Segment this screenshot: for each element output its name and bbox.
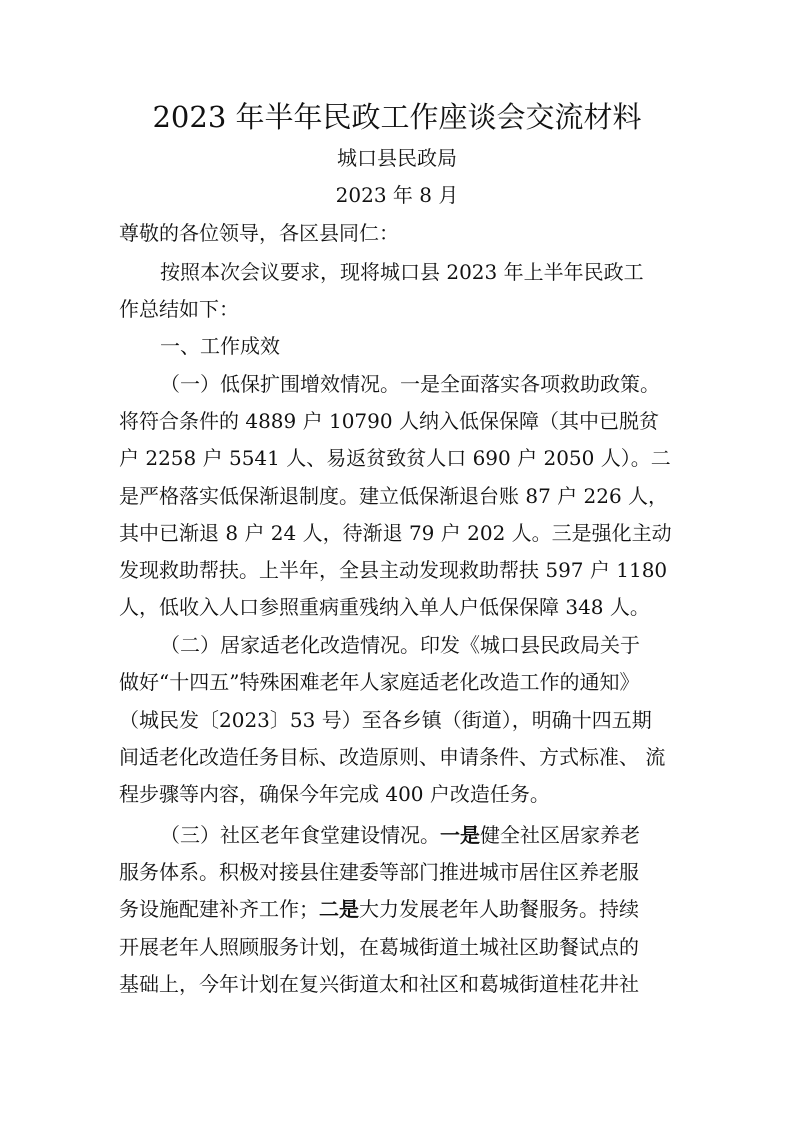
paragraph-line: 其中已渐退 8 户 24 人，待渐退 79 户 202 人。三是强化主动 [119,521,672,545]
emphasis-text: 一是 [440,823,480,847]
paragraph-line [119,894,639,924]
organization-name: 城口县民政局 [337,146,457,170]
paragraph-text: 大力发展老年人助餐服务。持续 [359,897,639,921]
paragraph-line: （城民发〔2023〕53 号）至各乡镇（街道），明确十四五期 [119,708,652,732]
paragraph-line: 服务体系。积极对接县住建委等部门推进城市居住区养老服 [119,860,639,884]
paragraph-line: 做好“十四五”特殊困难老年人家庭适老化改造工作的通知》 [119,670,640,694]
document-date: 2023 年 8 月 [335,183,459,207]
intro-line: 作总结如下： [119,297,239,321]
intro-line: 按照本次会议要求，现将城口县 2023 年上半年民政工 [160,260,644,284]
paragraph-text: （三）社区老年食堂建设情况。 [160,823,440,847]
paragraph-line: （一）低保扩围增效情况。一是全面落实各项救助政策。 [160,372,660,396]
emphasis-text: 二是 [319,897,359,921]
paragraph-line: （二）居家适老化改造情况。印发《城口县民政局关于 [160,633,640,657]
paragraph-line: 基础上，今年计划在复兴街道太和社区和葛城街道桂花井社 [119,972,639,996]
salutation: 尊敬的各位领导，各区县同仁： [119,221,399,245]
paragraph-line: 间适老化改造任务目标、改造原则、申请条件、方式标准、 流 [119,745,666,769]
paragraph-line [160,820,640,850]
paragraph-text: 健全社区居家养老 [480,823,640,847]
section-heading: 一、工作成效 [160,334,280,358]
paragraph-line: 是严格落实低保渐退制度。建立低保渐退台账 87 户 226 人， [119,484,669,508]
paragraph-line: 户 2258 户 5541 人、易返贫致贫人口 690 户 2050 人）。二 [119,446,671,470]
paragraph-line: 发现救助帮扶。上半年，全县主动发现救助帮扶 597 户 1180 [119,558,668,582]
paragraph-line: 开展老年人照顾服务计划，在葛城街道土城社区助餐试点的 [119,935,639,959]
document-title: 2023 年半年民政工作座谈会交流材料 [152,100,642,134]
paragraph-line: 将符合条件的 4889 户 10790 人纳入低保保障（其中已脱贫 [119,409,659,433]
paragraph-line: 人，低收入人口参照重病重残纳入单人户低保保障 348 人。 [119,595,650,619]
paragraph-text: 务设施配建补齐工作； [119,897,319,921]
paragraph-line: 程步骤等内容，确保今年完成 400 户改造任务。 [119,782,550,806]
